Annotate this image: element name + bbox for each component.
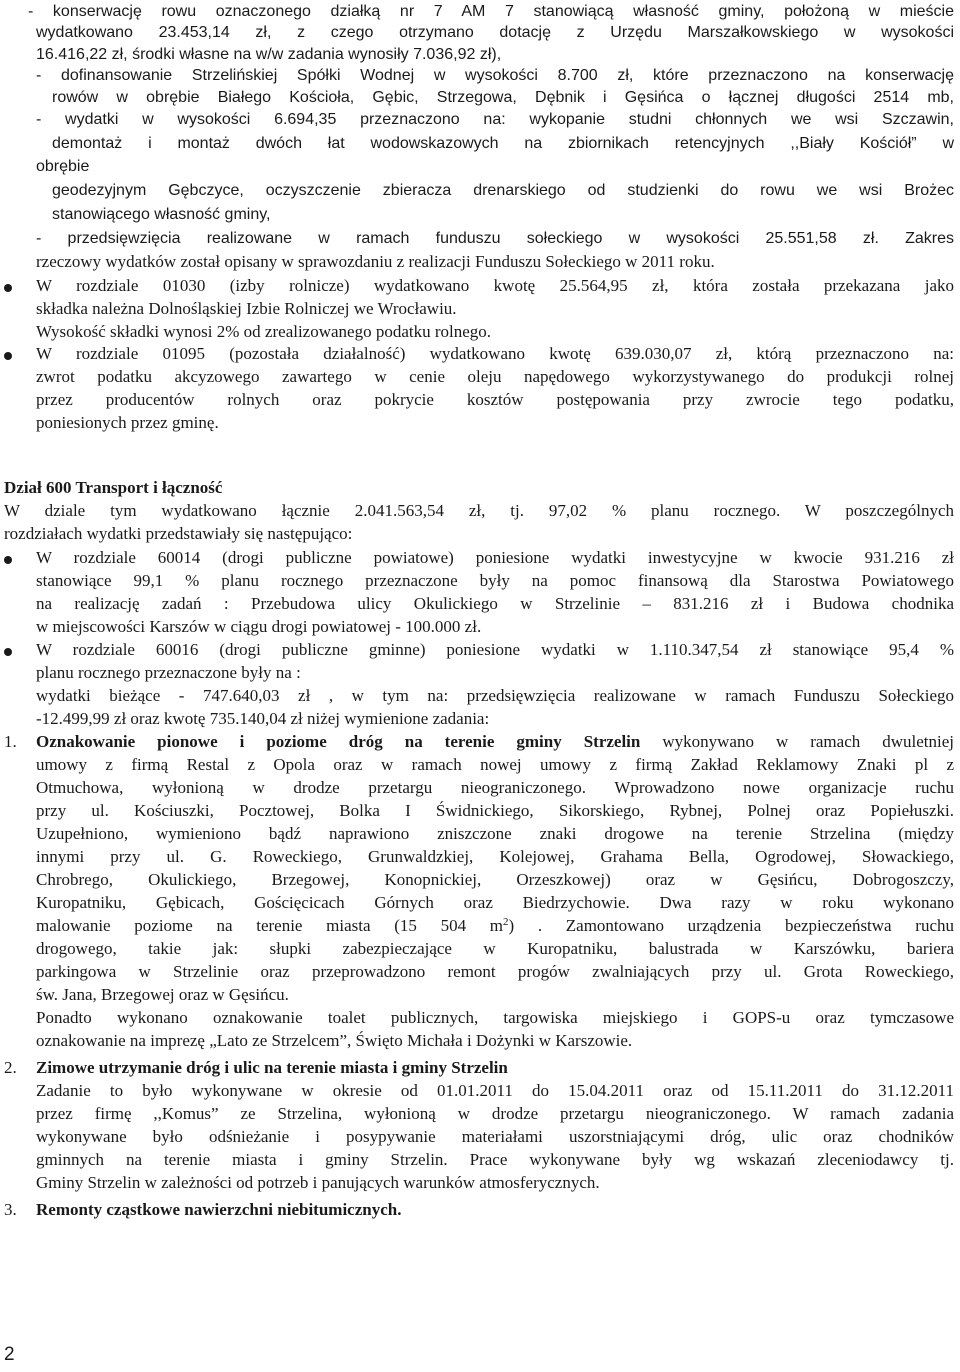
text-line: 16.416,22 zł, środki własne na w/w zadania wynosiły 7.036,92 zł), <box>36 46 502 63</box>
text-line: rowów w obrębie Białego Kościoła, Gębic, Strzegowa, Dębnik i Gęsińca o łącznej długości 2514 mb, <box>52 89 954 106</box>
bullet-icon <box>4 352 12 360</box>
text-line: Wysokość składki wynosi 2% od zrealizowanego podatku rolnego. <box>36 322 492 341</box>
text-line: wydatki bieżące - 747.640,03 zł , w tym na: przedsięwzięcia realizowane w ramach Funduszu Sołeckiego <box>36 686 954 705</box>
text-line <box>36 916 954 936</box>
text-line: geodezyjnym Gębczyce, oczyszczenie zbieracza drenarskiego od studzienki do rowu we wsi Brożec <box>52 182 954 199</box>
text-line: demontaż i montaż dwóch łat wodowskazowych na zbiornikach retencyjnych ,,Biały Kościół” w <box>52 135 954 152</box>
list-number: 2. <box>4 1058 17 1077</box>
item-title: Remonty cząstkowe nawierzchni niebitumicznych. <box>36 1200 402 1219</box>
list-number: 3. <box>4 1200 17 1219</box>
text-line: oznakowanie na imprezę „Lato ze Strzelcem”, Święto Michała i Dożynki w Karszowie. <box>36 1031 633 1050</box>
text-line: składka należna Dolnośląskiej Izbie Rolniczej we Wrocławiu. <box>36 299 457 318</box>
text-line: stanowiące 99,1 % planu rocznego przeznaczone były na pomoc finansową dla Starostwa Powiatowego <box>36 571 954 590</box>
text-line: -12.499,99 zł oraz kwotę 735.140,04 zł niżej wymienione zadania: <box>36 709 490 728</box>
text-line: W rozdziale 01030 (izby rolnicze) wydatkowano kwotę 25.564,95 zł, która została przekazana jako <box>36 276 954 295</box>
text-line: innymi przy ul. G. Roweckiego, Grunwaldzkiej, Kolejowej, Grahama Bella, Ogrodowej, Słowackiego, <box>36 847 954 866</box>
text-line: parkingowa w Strzelinie oraz przeprowadzono remont progów zwalniających przy ul. Grota Roweckiego, <box>36 962 954 981</box>
bullet-icon <box>4 648 12 656</box>
text-line: drogowego, takie jak: słupki zabezpieczające w Kuropatniku, balustrada w Karszówku, bariera <box>36 939 954 958</box>
text-line: wykonywane było odśnieżanie i posypywanie materiałami uszorstniającymi dróg, ulic oraz chodników <box>36 1127 954 1146</box>
text-line: - konserwację rowu oznaczonego działką nr 7 AM 7 stanowiącą własność gminy, położoną w mieście <box>28 3 954 20</box>
text-line: - przedsięwzięcia realizowane w ramach funduszu sołeckiego w wysokości 25.551,58 zł. Zakres <box>36 230 954 247</box>
text-line: rozdziałach wydatki przedstawiały się następująco: <box>4 524 353 543</box>
text-line: Chrobrego, Okulickiego, Brzegowej, Konopnickiej, Orzeszkowej) oraz w Gęsińcu, Dobrogoszczy, <box>36 870 954 889</box>
text-line: Uzupełniono, wymieniono bądź naprawiono zniszczone znaki drogowe na terenie Strzelina (między <box>36 824 954 843</box>
text-line: planu rocznego przeznaczone były na : <box>36 663 301 682</box>
list-number: 1. <box>4 732 17 751</box>
item-title: Oznakowanie pionowe i poziome dróg na terenie gminy Strzelin <box>36 732 641 751</box>
text-line: W rozdziale 60014 (drogi publiczne powiatowe) poniesione wydatki inwestycyjne w kwocie 931.216 zł <box>36 548 954 567</box>
page-number: 2 <box>4 1344 15 1365</box>
item-text: ) . Zamontowano urządzenia bezpieczeństwa ruchu <box>508 916 954 935</box>
section-heading: Dział 600 Transport i łączność <box>4 478 223 497</box>
text-line: przy ul. Kościuszki, Pocztowej, Bolka I Świdnickiego, Sikorskiego, Rybnej, Polnej oraz Popiełuszki. <box>36 801 954 820</box>
text-line: - wydatki w wysokości 6.694,35 przeznaczono na: wykopanie studni chłonnych we wsi Szczawin, <box>36 111 954 128</box>
text-line: gminnych na terenie miasta i gminy Strzelin. Prace wykonywane były wg wskazań zleceniodawcy tj. <box>36 1150 954 1169</box>
text-line: św. Jana, Brzegowej oraz w Gęsińcu. <box>36 985 289 1004</box>
text-line: Gminy Strzelin w zależności od potrzeb i panujących warunków atmosferycznych. <box>36 1173 600 1192</box>
text-line: umowy z firmą Restal z Opola oraz w ramach nowej umowy z firmą Zakład Reklamowy Znaki pl z <box>36 755 954 774</box>
text-line: W rozdziale 60016 (drogi publiczne gminne) poniesione wydatki w 1.110.347,54 zł stanowiące 95,4 % <box>36 640 954 659</box>
text-line: obrębie <box>36 158 90 175</box>
text-line: W rozdziale 01095 (pozostała działalność) wydatkowano kwotę 639.030,07 zł, którą przeznaczono na: <box>36 344 954 363</box>
bullet-icon <box>4 556 12 564</box>
text-line: zwrot podatku akcyzowego zawartego w cenie oleju napędowego wykorzystywanego do produkcji rolnej <box>36 367 954 386</box>
text-line: stanowiącego własność gminy, <box>52 206 271 223</box>
text-line: W dziale tym wydatkowano łącznie 2.041.563,54 zł, tj. 97,02 % planu rocznego. W poszczególnych <box>4 501 954 520</box>
text-line: przez firmę ,,Komus” ze Strzelina, wyłonioną w drodze przetargu nieograniczonego. W ramach zadania <box>36 1104 954 1123</box>
bullet-icon <box>4 284 12 292</box>
text-line: - dofinansowanie Strzelińskiej Spółki Wodnej w wysokości 8.700 zł, które przeznaczono na konserwację <box>36 67 954 84</box>
item-text: wykonywano w ramach dwuletniej <box>640 732 954 751</box>
superscript: 2 <box>502 916 509 928</box>
text-line: Otmuchowa, wyłonioną w drodze przetargu nieograniczonego. Wprowadzono nowe organizacje ruchu <box>36 778 954 797</box>
item-text: malowanie poziome na terenie miasta (15 504 m <box>36 916 503 935</box>
text-line: Zadanie to było wykonywane w okresie od 01.01.2011 do 15.04.2011 oraz od 15.11.2011 do 31.12.2011 <box>36 1081 954 1100</box>
item-title: Zimowe utrzymanie dróg i ulic na terenie miasta i gminy Strzelin <box>36 1058 508 1077</box>
text-line: rzeczowy wydatków został opisany w sprawozdaniu z realizacji Funduszu Sołeckiego w 2011 roku. <box>36 252 715 271</box>
text-line: poniesionych przez gminę. <box>36 413 219 432</box>
text-line: przez producentów rolnych oraz pokrycie kosztów postępowania przy zwrocie tego podatku, <box>36 390 954 409</box>
text-line: Ponadto wykonano oznakowanie toalet publicznych, targowiska miejskiego i GOPS-u oraz tymczasowe <box>36 1008 954 1027</box>
text-line: w miejscowości Karszów w ciągu drogi powiatowej - 100.000 zł. <box>36 617 482 636</box>
text-line: na realizację zadań : Przebudowa ulicy Okulickiego w Strzelinie – 831.216 zł i Budowa chodnika <box>36 594 954 613</box>
text-line: wydatkowano 23.453,14 zł, z czego otrzymano dotację z Urzędu Marszałkowskiego w wysokości <box>36 24 954 41</box>
text-line: Kuropatniku, Gębicach, Gościęcicach Górnych oraz Biedrzychowie. Dwa razy w roku wykonano <box>36 893 954 912</box>
list-item-first-line <box>36 732 954 752</box>
